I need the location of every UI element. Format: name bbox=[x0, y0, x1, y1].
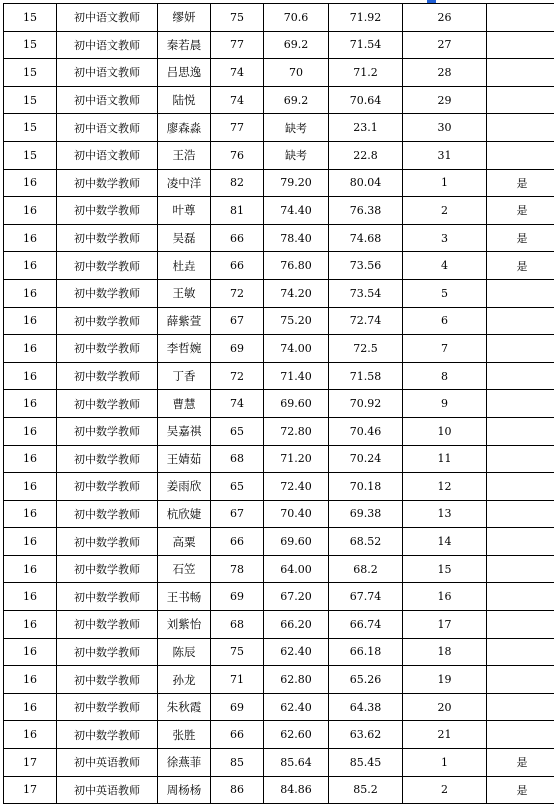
table-row bbox=[4, 721, 554, 749]
table-row bbox=[4, 500, 554, 528]
name-cell: 姜雨欣 bbox=[158, 473, 211, 501]
interview-score-cell: 74.40 bbox=[264, 197, 329, 225]
written-score-cell: 69 bbox=[211, 693, 264, 721]
written-score-cell: 77 bbox=[211, 114, 264, 142]
interview-score-cell: 69.2 bbox=[264, 86, 329, 114]
written-score-cell: 72 bbox=[211, 362, 264, 390]
name-cell: 丁香 bbox=[158, 362, 211, 390]
interview-score-cell: 72.40 bbox=[264, 473, 329, 501]
total-score-cell: 70.18 bbox=[329, 473, 403, 501]
table-row bbox=[4, 666, 554, 694]
interview-score-cell: 71.40 bbox=[264, 362, 329, 390]
shortlisted-cell bbox=[487, 693, 554, 721]
interview-score-cell: 78.40 bbox=[264, 224, 329, 252]
rank-cell: 29 bbox=[403, 86, 487, 114]
rank-cell: 3 bbox=[403, 224, 487, 252]
group-cell: 16 bbox=[4, 445, 57, 473]
table-row bbox=[4, 4, 554, 32]
written-score-cell: 75 bbox=[211, 4, 264, 32]
interview-score-cell: 75.20 bbox=[264, 307, 329, 335]
rank-cell: 15 bbox=[403, 555, 487, 583]
table-row bbox=[4, 445, 554, 473]
name-cell: 王敏 bbox=[158, 279, 211, 307]
rank-cell: 16 bbox=[403, 583, 487, 611]
shortlisted-cell bbox=[487, 4, 554, 32]
group-cell: 15 bbox=[4, 4, 57, 32]
group-cell: 15 bbox=[4, 59, 57, 87]
interview-score-cell: 69.60 bbox=[264, 390, 329, 418]
shortlisted-cell bbox=[487, 279, 554, 307]
group-cell: 17 bbox=[4, 749, 57, 777]
written-score-cell: 74 bbox=[211, 86, 264, 114]
group-cell: 15 bbox=[4, 86, 57, 114]
written-score-cell: 71 bbox=[211, 666, 264, 694]
position-cell: 初中数学教师 bbox=[57, 417, 158, 445]
total-score-cell: 74.68 bbox=[329, 224, 403, 252]
table-row bbox=[4, 252, 554, 280]
group-cell: 16 bbox=[4, 224, 57, 252]
written-score-cell: 85 bbox=[211, 749, 264, 777]
written-score-cell: 76 bbox=[211, 141, 264, 169]
written-score-cell: 65 bbox=[211, 473, 264, 501]
shortlisted-cell bbox=[487, 417, 554, 445]
rank-cell: 1 bbox=[403, 169, 487, 197]
shortlisted-cell: 是 bbox=[487, 749, 554, 777]
table-row bbox=[4, 583, 554, 611]
total-score-cell: 71.54 bbox=[329, 31, 403, 59]
group-cell: 16 bbox=[4, 390, 57, 418]
position-cell: 初中语文教师 bbox=[57, 31, 158, 59]
position-cell: 初中数学教师 bbox=[57, 583, 158, 611]
interview-score-cell: 85.64 bbox=[264, 749, 329, 777]
table-row bbox=[4, 390, 554, 418]
group-cell: 16 bbox=[4, 583, 57, 611]
group-cell: 16 bbox=[4, 555, 57, 583]
position-cell: 初中数学教师 bbox=[57, 252, 158, 280]
position-cell: 初中数学教师 bbox=[57, 721, 158, 749]
shortlisted-cell bbox=[487, 473, 554, 501]
written-score-cell: 68 bbox=[211, 611, 264, 639]
position-cell: 初中英语教师 bbox=[57, 776, 158, 804]
rank-cell: 21 bbox=[403, 721, 487, 749]
shortlisted-cell: 是 bbox=[487, 252, 554, 280]
table-row bbox=[4, 335, 554, 363]
group-cell: 16 bbox=[4, 169, 57, 197]
rank-cell: 12 bbox=[403, 473, 487, 501]
name-cell: 张胜 bbox=[158, 721, 211, 749]
written-score-cell: 67 bbox=[211, 307, 264, 335]
position-cell: 初中数学教师 bbox=[57, 335, 158, 363]
written-score-cell: 66 bbox=[211, 224, 264, 252]
shortlisted-cell: 是 bbox=[487, 776, 554, 804]
table-row bbox=[4, 417, 554, 445]
table-row bbox=[4, 31, 554, 59]
name-cell: 吕思逸 bbox=[158, 59, 211, 87]
position-cell: 初中数学教师 bbox=[57, 528, 158, 556]
shortlisted-cell bbox=[487, 86, 554, 114]
total-score-cell: 72.74 bbox=[329, 307, 403, 335]
interview-score-cell: 74.00 bbox=[264, 335, 329, 363]
group-cell: 15 bbox=[4, 114, 57, 142]
shortlisted-cell bbox=[487, 114, 554, 142]
position-cell: 初中语文教师 bbox=[57, 86, 158, 114]
interview-score-cell: 74.20 bbox=[264, 279, 329, 307]
shortlisted-cell bbox=[487, 528, 554, 556]
interview-score-cell: 69.60 bbox=[264, 528, 329, 556]
name-cell: 吴磊 bbox=[158, 224, 211, 252]
total-score-cell: 23.1 bbox=[329, 114, 403, 142]
total-score-cell: 80.04 bbox=[329, 169, 403, 197]
rank-cell: 17 bbox=[403, 611, 487, 639]
rank-cell: 1 bbox=[403, 749, 487, 777]
rank-cell: 14 bbox=[403, 528, 487, 556]
group-cell: 17 bbox=[4, 776, 57, 804]
total-score-cell: 69.38 bbox=[329, 500, 403, 528]
position-cell: 初中数学教师 bbox=[57, 500, 158, 528]
rank-cell: 20 bbox=[403, 693, 487, 721]
shortlisted-cell bbox=[487, 31, 554, 59]
position-cell: 初中数学教师 bbox=[57, 224, 158, 252]
table-row bbox=[4, 362, 554, 390]
shortlisted-cell bbox=[487, 362, 554, 390]
table-row bbox=[4, 59, 554, 87]
written-score-cell: 66 bbox=[211, 252, 264, 280]
interview-score-cell: 62.60 bbox=[264, 721, 329, 749]
interview-score-cell: 67.20 bbox=[264, 583, 329, 611]
written-score-cell: 74 bbox=[211, 390, 264, 418]
position-cell: 初中英语教师 bbox=[57, 749, 158, 777]
table-row bbox=[4, 638, 554, 666]
rank-cell: 4 bbox=[403, 252, 487, 280]
rank-cell: 28 bbox=[403, 59, 487, 87]
table-row bbox=[4, 307, 554, 335]
position-cell: 初中数学教师 bbox=[57, 390, 158, 418]
rank-cell: 13 bbox=[403, 500, 487, 528]
rank-cell: 2 bbox=[403, 197, 487, 225]
written-score-cell: 65 bbox=[211, 417, 264, 445]
total-score-cell: 76.38 bbox=[329, 197, 403, 225]
shortlisted-cell: 是 bbox=[487, 169, 554, 197]
written-score-cell: 69 bbox=[211, 335, 264, 363]
group-cell: 16 bbox=[4, 279, 57, 307]
written-score-cell: 74 bbox=[211, 59, 264, 87]
total-score-cell: 71.92 bbox=[329, 4, 403, 32]
table-row bbox=[4, 693, 554, 721]
position-cell: 初中数学教师 bbox=[57, 197, 158, 225]
total-score-cell: 64.38 bbox=[329, 693, 403, 721]
group-cell: 16 bbox=[4, 666, 57, 694]
shortlisted-cell bbox=[487, 335, 554, 363]
name-cell: 杜垚 bbox=[158, 252, 211, 280]
position-cell: 初中数学教师 bbox=[57, 307, 158, 335]
table-row bbox=[4, 473, 554, 501]
table-row bbox=[4, 528, 554, 556]
name-cell: 石笠 bbox=[158, 555, 211, 583]
results-table bbox=[3, 3, 554, 804]
total-score-cell: 73.54 bbox=[329, 279, 403, 307]
position-cell: 初中语文教师 bbox=[57, 59, 158, 87]
name-cell: 叶尊 bbox=[158, 197, 211, 225]
table-row bbox=[4, 611, 554, 639]
position-cell: 初中数学教师 bbox=[57, 555, 158, 583]
group-cell: 15 bbox=[4, 31, 57, 59]
group-cell: 16 bbox=[4, 335, 57, 363]
name-cell: 陈辰 bbox=[158, 638, 211, 666]
rank-cell: 8 bbox=[403, 362, 487, 390]
position-cell: 初中语文教师 bbox=[57, 4, 158, 32]
position-cell: 初中语文教师 bbox=[57, 114, 158, 142]
name-cell: 高粟 bbox=[158, 528, 211, 556]
interview-score-cell: 64.00 bbox=[264, 555, 329, 583]
total-score-cell: 68.2 bbox=[329, 555, 403, 583]
written-score-cell: 66 bbox=[211, 721, 264, 749]
total-score-cell: 67.74 bbox=[329, 583, 403, 611]
name-cell: 王婧茹 bbox=[158, 445, 211, 473]
group-cell: 16 bbox=[4, 362, 57, 390]
name-cell: 凌中洋 bbox=[158, 169, 211, 197]
group-cell: 15 bbox=[4, 141, 57, 169]
rank-cell: 31 bbox=[403, 141, 487, 169]
interview-score-cell: 84.86 bbox=[264, 776, 329, 804]
group-cell: 16 bbox=[4, 693, 57, 721]
table-row bbox=[4, 555, 554, 583]
interview-score-cell: 缺考 bbox=[264, 114, 329, 142]
total-score-cell: 71.2 bbox=[329, 59, 403, 87]
interview-score-cell: 71.20 bbox=[264, 445, 329, 473]
rank-cell: 6 bbox=[403, 307, 487, 335]
total-score-cell: 63.62 bbox=[329, 721, 403, 749]
table-row bbox=[4, 224, 554, 252]
name-cell: 王浩 bbox=[158, 141, 211, 169]
table-row bbox=[4, 114, 554, 142]
group-cell: 16 bbox=[4, 500, 57, 528]
total-score-cell: 66.74 bbox=[329, 611, 403, 639]
total-score-cell: 71.58 bbox=[329, 362, 403, 390]
position-cell: 初中数学教师 bbox=[57, 473, 158, 501]
name-cell: 曹慧 bbox=[158, 390, 211, 418]
position-cell: 初中数学教师 bbox=[57, 638, 158, 666]
table-row bbox=[4, 141, 554, 169]
written-score-cell: 66 bbox=[211, 528, 264, 556]
written-score-cell: 67 bbox=[211, 500, 264, 528]
rank-cell: 9 bbox=[403, 390, 487, 418]
written-score-cell: 82 bbox=[211, 169, 264, 197]
shortlisted-cell bbox=[487, 721, 554, 749]
table-row bbox=[4, 279, 554, 307]
group-cell: 16 bbox=[4, 252, 57, 280]
rank-cell: 27 bbox=[403, 31, 487, 59]
total-score-cell: 66.18 bbox=[329, 638, 403, 666]
name-cell: 王书畅 bbox=[158, 583, 211, 611]
rank-cell: 19 bbox=[403, 666, 487, 694]
name-cell: 廖森淼 bbox=[158, 114, 211, 142]
shortlisted-cell bbox=[487, 666, 554, 694]
position-cell: 初中数学教师 bbox=[57, 666, 158, 694]
interview-score-cell: 62.40 bbox=[264, 638, 329, 666]
rank-cell: 30 bbox=[403, 114, 487, 142]
interview-score-cell: 66.20 bbox=[264, 611, 329, 639]
written-score-cell: 68 bbox=[211, 445, 264, 473]
table-row bbox=[4, 197, 554, 225]
name-cell: 朱秋霞 bbox=[158, 693, 211, 721]
interview-score-cell: 70 bbox=[264, 59, 329, 87]
group-cell: 16 bbox=[4, 611, 57, 639]
position-cell: 初中数学教师 bbox=[57, 611, 158, 639]
written-score-cell: 77 bbox=[211, 31, 264, 59]
group-cell: 16 bbox=[4, 197, 57, 225]
interview-score-cell: 缺考 bbox=[264, 141, 329, 169]
position-cell: 初中数学教师 bbox=[57, 279, 158, 307]
total-score-cell: 70.24 bbox=[329, 445, 403, 473]
name-cell: 孙龙 bbox=[158, 666, 211, 694]
shortlisted-cell bbox=[487, 583, 554, 611]
written-score-cell: 75 bbox=[211, 638, 264, 666]
shortlisted-cell bbox=[487, 555, 554, 583]
total-score-cell: 65.26 bbox=[329, 666, 403, 694]
group-cell: 16 bbox=[4, 638, 57, 666]
name-cell: 陆悦 bbox=[158, 86, 211, 114]
position-cell: 初中数学教师 bbox=[57, 693, 158, 721]
total-score-cell: 85.2 bbox=[329, 776, 403, 804]
interview-score-cell: 70.40 bbox=[264, 500, 329, 528]
rank-cell: 11 bbox=[403, 445, 487, 473]
group-cell: 16 bbox=[4, 307, 57, 335]
written-score-cell: 86 bbox=[211, 776, 264, 804]
name-cell: 徐燕菲 bbox=[158, 749, 211, 777]
table-row bbox=[4, 776, 554, 804]
name-cell: 吴嘉祺 bbox=[158, 417, 211, 445]
table-row bbox=[4, 749, 554, 777]
table-row bbox=[4, 86, 554, 114]
name-cell: 杭欣婕 bbox=[158, 500, 211, 528]
total-score-cell: 73.56 bbox=[329, 252, 403, 280]
shortlisted-cell bbox=[487, 59, 554, 87]
shortlisted-cell bbox=[487, 611, 554, 639]
total-score-cell: 70.64 bbox=[329, 86, 403, 114]
total-score-cell: 85.45 bbox=[329, 749, 403, 777]
name-cell: 秦若晨 bbox=[158, 31, 211, 59]
rank-cell: 10 bbox=[403, 417, 487, 445]
group-cell: 16 bbox=[4, 417, 57, 445]
interview-score-cell: 70.6 bbox=[264, 4, 329, 32]
interview-score-cell: 79.20 bbox=[264, 169, 329, 197]
position-cell: 初中数学教师 bbox=[57, 169, 158, 197]
table-row bbox=[4, 169, 554, 197]
interview-score-cell: 72.80 bbox=[264, 417, 329, 445]
shortlisted-cell bbox=[487, 445, 554, 473]
name-cell: 缪妍 bbox=[158, 4, 211, 32]
group-cell: 16 bbox=[4, 528, 57, 556]
shortlisted-cell bbox=[487, 390, 554, 418]
shortlisted-cell bbox=[487, 307, 554, 335]
position-cell: 初中语文教师 bbox=[57, 141, 158, 169]
group-cell: 16 bbox=[4, 721, 57, 749]
rank-cell: 2 bbox=[403, 776, 487, 804]
interview-score-cell: 62.80 bbox=[264, 666, 329, 694]
shortlisted-cell bbox=[487, 141, 554, 169]
name-cell: 李哲婉 bbox=[158, 335, 211, 363]
written-score-cell: 78 bbox=[211, 555, 264, 583]
shortlisted-cell: 是 bbox=[487, 197, 554, 225]
written-score-cell: 81 bbox=[211, 197, 264, 225]
shortlisted-cell bbox=[487, 500, 554, 528]
rank-cell: 26 bbox=[403, 4, 487, 32]
rank-cell: 5 bbox=[403, 279, 487, 307]
rank-cell: 18 bbox=[403, 638, 487, 666]
name-cell: 刘紫怡 bbox=[158, 611, 211, 639]
rank-cell: 7 bbox=[403, 335, 487, 363]
total-score-cell: 68.52 bbox=[329, 528, 403, 556]
written-score-cell: 69 bbox=[211, 583, 264, 611]
position-cell: 初中数学教师 bbox=[57, 362, 158, 390]
written-score-cell: 72 bbox=[211, 279, 264, 307]
results-table-body bbox=[4, 4, 554, 804]
total-score-cell: 70.92 bbox=[329, 390, 403, 418]
interview-score-cell: 76.80 bbox=[264, 252, 329, 280]
shortlisted-cell: 是 bbox=[487, 224, 554, 252]
total-score-cell: 22.8 bbox=[329, 141, 403, 169]
shortlisted-cell bbox=[487, 638, 554, 666]
group-cell: 16 bbox=[4, 473, 57, 501]
interview-score-cell: 69.2 bbox=[264, 31, 329, 59]
name-cell: 周杨杨 bbox=[158, 776, 211, 804]
interview-score-cell: 62.40 bbox=[264, 693, 329, 721]
position-cell: 初中数学教师 bbox=[57, 445, 158, 473]
total-score-cell: 72.5 bbox=[329, 335, 403, 363]
total-score-cell: 70.46 bbox=[329, 417, 403, 445]
name-cell: 薛紫萱 bbox=[158, 307, 211, 335]
